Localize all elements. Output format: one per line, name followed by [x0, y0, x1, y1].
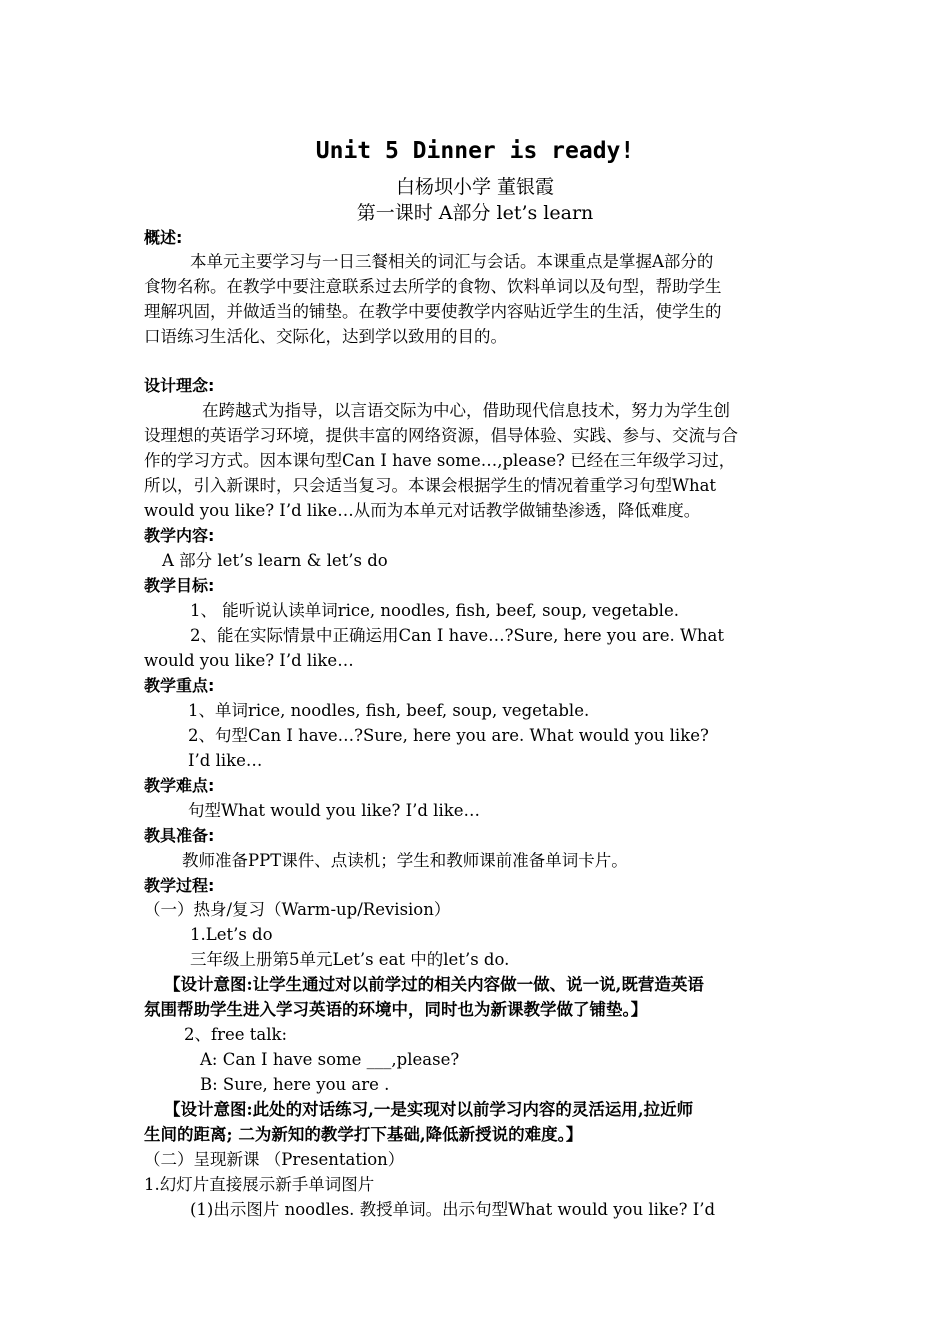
document-title: Unit 5 Dinner is ready! [315, 138, 635, 164]
overview-line-2: 食物名称。在教学中要注意联系过去所学的食物、饮料单词以及句型，帮助学生 [144, 277, 722, 296]
difficulty-heading: 教学难点: [144, 776, 215, 795]
process-line-7: A: Can I have some ___,please? [200, 1050, 460, 1069]
process-line-11: （二）呈现新课 （Presentation） [144, 1150, 405, 1169]
overview-heading: 概述: [144, 228, 183, 247]
difficulty-line-1: 句型What would you like? I’d like… [188, 801, 480, 820]
concept-line-3: 作的学习方式。因本课句型Can I have some…,please? 已经在三年级学习过， [144, 451, 736, 470]
lesson-line: 第一课时 A部分 let’s learn [356, 202, 594, 224]
overview-line-3: 理解巩固，并做适当的铺垫。在教学中要使教学内容贴近学生的生活，使学生的 [144, 302, 722, 321]
tools-line-1: 教师准备PPT课件、点读机；学生和教师课前准备单词卡片。 [182, 851, 628, 870]
process-note-1-line-1: 【设计意图:让学生通过对以前学过的相关内容做一做、说一说,既营造英语 [164, 975, 704, 994]
key-points-line-3: I’d like… [188, 751, 263, 770]
process-note-2-line-2: 生间的距离; 二为新知的教学打下基础,降低新授说的难度。】 [144, 1125, 583, 1144]
process-note-2-line-1: 【设计意图:此处的对话练习,一是实现对以前学习内容的灵活运用,拉近师 [164, 1100, 694, 1119]
process-line-3: 三年级上册第5单元Let’s eat 中的let’s do. [190, 950, 510, 969]
content-line-1: A 部分 let’s learn & let’s do [162, 551, 388, 570]
key-points-line-1: 1、单词rice, noodles, fish, beef, soup, vegetable. [188, 701, 590, 720]
goals-line-1: 1、 能听说认读单词rice, noodles, fish, beef, soup, vegetable. [190, 601, 679, 620]
overview-line-4: 口语练习生活化、交际化，达到学以致用的目的。 [144, 327, 507, 346]
concept-line-5: would you like? I’d like…从而为本单元对话教学做铺垫渗透，降低难度。 [144, 501, 701, 520]
goals-line-2: 2、能在实际情景中正确运用Can I have…?Sure, here you are. What [190, 626, 725, 645]
process-note-1-line-2: 氛围帮助学生进入学习英语的环境中，同时也为新课教学做了铺垫。】 [144, 1000, 648, 1019]
content-heading: 教学内容: [144, 526, 215, 545]
concept-line-1: 在跨越式为指导，以言语交际为中心，借助现代信息技术，努力为学生创 [202, 401, 730, 420]
process-line-13: (1)出示图片 noodles. 教授单词。出示句型What would you like? I’d [190, 1200, 716, 1219]
goals-line-3: would you like? I’d like… [144, 651, 354, 670]
concept-heading: 设计理念: [144, 376, 215, 395]
process-heading: 教学过程: [144, 876, 215, 895]
goals-heading: 教学目标: [144, 576, 215, 595]
process-line-1: （一）热身/复习（Warm-up/Revision） [144, 900, 451, 919]
process-line-6: 2、free talk: [184, 1025, 288, 1044]
process-line-8: B: Sure, here you are . [200, 1075, 390, 1094]
concept-line-4: 所以，引入新课时，只会适当复习。本课会根据学生的情况着重学习句型What [144, 476, 717, 495]
key-points-heading: 教学重点: [144, 676, 215, 695]
overview-line-1: 本单元主要学习与一日三餐相关的词汇与会话。本课重点是掌握A部分的 [190, 252, 714, 271]
process-line-2: 1.Let’s do [190, 925, 273, 944]
author-line: 白杨坝小学 董银霞 [395, 176, 555, 198]
tools-heading: 教具准备: [144, 826, 215, 845]
process-line-12: 1.幻灯片直接展示新手单词图片 [144, 1175, 375, 1194]
concept-line-2: 设理想的英语学习环境，提供丰富的网络资源，倡导体验、实践、参与、交流与合 [144, 426, 738, 445]
key-points-line-2: 2、句型Can I have…?Sure, here you are. What would you like? [188, 726, 709, 745]
